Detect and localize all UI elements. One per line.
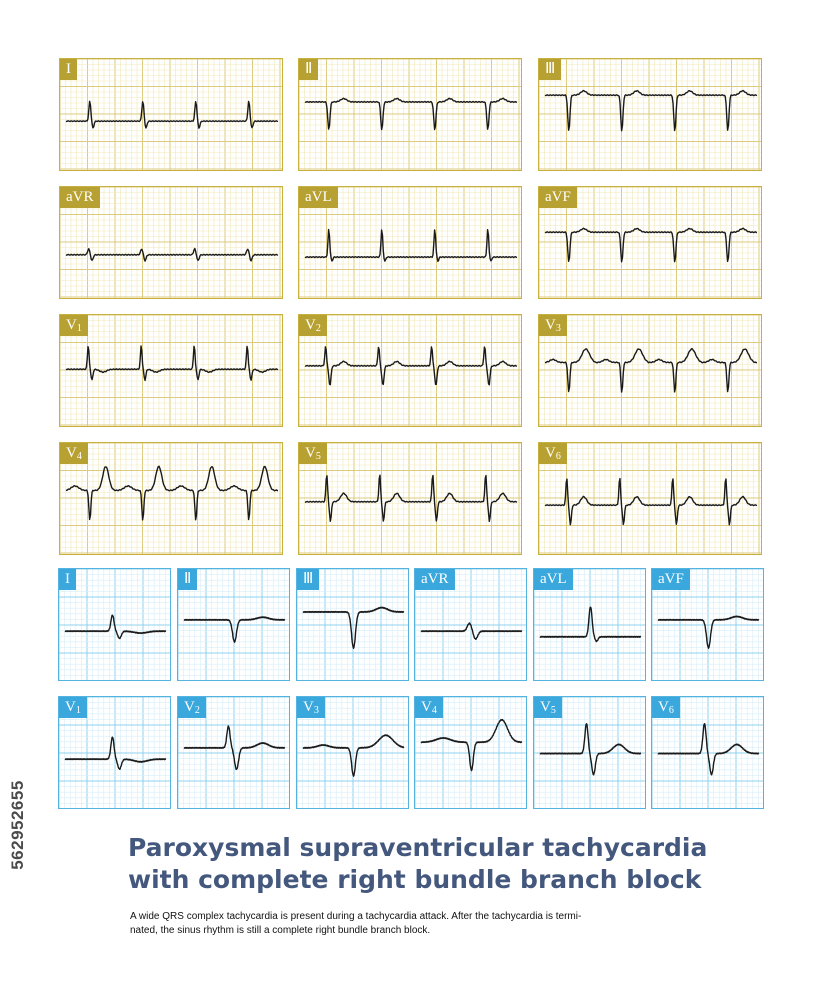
lead-label [60, 187, 100, 208]
ecg-trace [305, 230, 517, 262]
lead-label [539, 59, 561, 80]
sinus-lead-panel [414, 568, 527, 681]
sinus-lead-panel [533, 568, 646, 681]
lead-label-name: V [303, 699, 314, 715]
ecg-trace [545, 479, 757, 525]
tachycardia-lead-panel [298, 58, 522, 171]
stock-id-watermark [7, 760, 29, 890]
lead-label-name: V [305, 445, 316, 461]
ecg-grid [539, 315, 762, 427]
ecg-grid [299, 443, 522, 555]
lead-label-subscript: 6 [555, 451, 561, 462]
ecg-trace [66, 101, 278, 128]
lead-label-name: aVR [421, 571, 449, 587]
lead-label [178, 569, 197, 590]
lead-label [299, 187, 338, 208]
lead-label [299, 59, 318, 80]
ecg-trace [66, 466, 278, 520]
lead-label [299, 443, 327, 464]
lead-label-subscript: 2 [315, 323, 321, 334]
lead-label-subscript: 3 [313, 705, 319, 716]
sinus-lead-panel [58, 568, 171, 681]
figure-title-line-1: Paroxysmal supraventricular tachycardia [128, 833, 708, 862]
lead-label-name: Ⅲ [303, 571, 314, 587]
tachycardia-lead-panel [298, 186, 522, 299]
lead-label-subscript: 5 [315, 451, 321, 462]
lead-label [60, 59, 77, 80]
lead-label [539, 315, 567, 336]
sinus-lead-panel [296, 568, 409, 681]
ecg-trace [66, 249, 278, 262]
sinus-lead-panel [414, 696, 527, 809]
ecg-grid [539, 443, 762, 555]
tachycardia-lead-panel [538, 58, 762, 171]
tachycardia-lead-panel [59, 314, 283, 427]
lead-label-name: Ⅱ [305, 61, 313, 77]
lead-label-subscript: 4 [76, 451, 82, 462]
ecg-grid [60, 315, 283, 427]
lead-label [297, 569, 319, 590]
figure-title-line-2: with complete right bundle branch block [128, 865, 702, 894]
lead-label-name: Ⅲ [545, 61, 556, 77]
lead-label [534, 697, 562, 718]
lead-label-name: V [305, 317, 316, 333]
tachycardia-lead-panel [298, 314, 522, 427]
ecg-trace [305, 347, 517, 385]
lead-label-name: Ⅱ [184, 571, 192, 587]
lead-label [60, 443, 88, 464]
ecg-grid [60, 443, 283, 555]
lead-label-name: aVL [305, 189, 332, 205]
figure-title [128, 832, 788, 896]
lead-label-name: aVF [545, 189, 571, 205]
tachycardia-lead-panel [59, 186, 283, 299]
lead-label [415, 569, 455, 590]
sinus-lead-panel [296, 696, 409, 809]
lead-label-subscript: 1 [75, 705, 81, 716]
lead-label-name: V [545, 317, 556, 333]
lead-label [60, 315, 88, 336]
lead-label-subscript: 1 [76, 323, 82, 334]
ecg-grid [539, 59, 762, 171]
sinus-lead-panel [651, 568, 764, 681]
lead-label-subscript: 3 [555, 323, 561, 334]
lead-label [59, 569, 76, 590]
figure-caption [130, 910, 670, 938]
tachycardia-lead-panel [538, 186, 762, 299]
caption-line-1: A wide QRS complex tachycardia is present during a tachycardia attack. After the tachycardia is termi- [130, 911, 582, 922]
lead-label [652, 569, 690, 590]
lead-label-name: V [66, 445, 77, 461]
lead-label-name: I [66, 61, 71, 77]
ecg-trace [545, 91, 757, 131]
tachycardia-lead-panel [298, 442, 522, 555]
lead-label [415, 697, 443, 718]
ecg-grid [299, 59, 522, 171]
stock-id-text: 562952655 [8, 780, 27, 870]
lead-label-name: V [184, 699, 195, 715]
sinus-lead-panel [651, 696, 764, 809]
lead-label [178, 697, 206, 718]
lead-label [539, 443, 567, 464]
lead-label [539, 187, 577, 208]
sinus-lead-panel [177, 568, 290, 681]
lead-label-subscript: 5 [550, 705, 556, 716]
lead-label-name: aVR [66, 189, 94, 205]
lead-label [652, 697, 680, 718]
lead-label [534, 569, 573, 590]
sinus-lead-panel [58, 696, 171, 809]
ecg-grid [60, 59, 283, 171]
lead-label-name: V [66, 317, 77, 333]
lead-label [297, 697, 325, 718]
lead-label-name: I [65, 571, 70, 587]
lead-label-name: aVF [658, 571, 684, 587]
caption-line-2: nated, the sinus rhythm is still a complete right bundle branch block. [130, 925, 431, 936]
tachycardia-lead-panel [59, 442, 283, 555]
lead-label [59, 697, 87, 718]
lead-label-name: aVL [540, 571, 567, 587]
tachycardia-lead-panel [59, 58, 283, 171]
lead-label-subscript: 2 [194, 705, 200, 716]
sinus-lead-panel [533, 696, 646, 809]
lead-label-name: V [658, 699, 669, 715]
lead-label-name: V [545, 445, 556, 461]
tachycardia-lead-panel [538, 442, 762, 555]
sinus-lead-panel [177, 696, 290, 809]
lead-label-subscript: 4 [431, 705, 437, 716]
lead-label [299, 315, 327, 336]
lead-label-name: V [421, 699, 432, 715]
lead-label-subscript: 6 [668, 705, 674, 716]
ecg-grid [299, 315, 522, 427]
tachycardia-lead-panel [538, 314, 762, 427]
lead-label-name: V [65, 699, 76, 715]
ecg-trace [545, 228, 757, 262]
lead-label-name: V [540, 699, 551, 715]
